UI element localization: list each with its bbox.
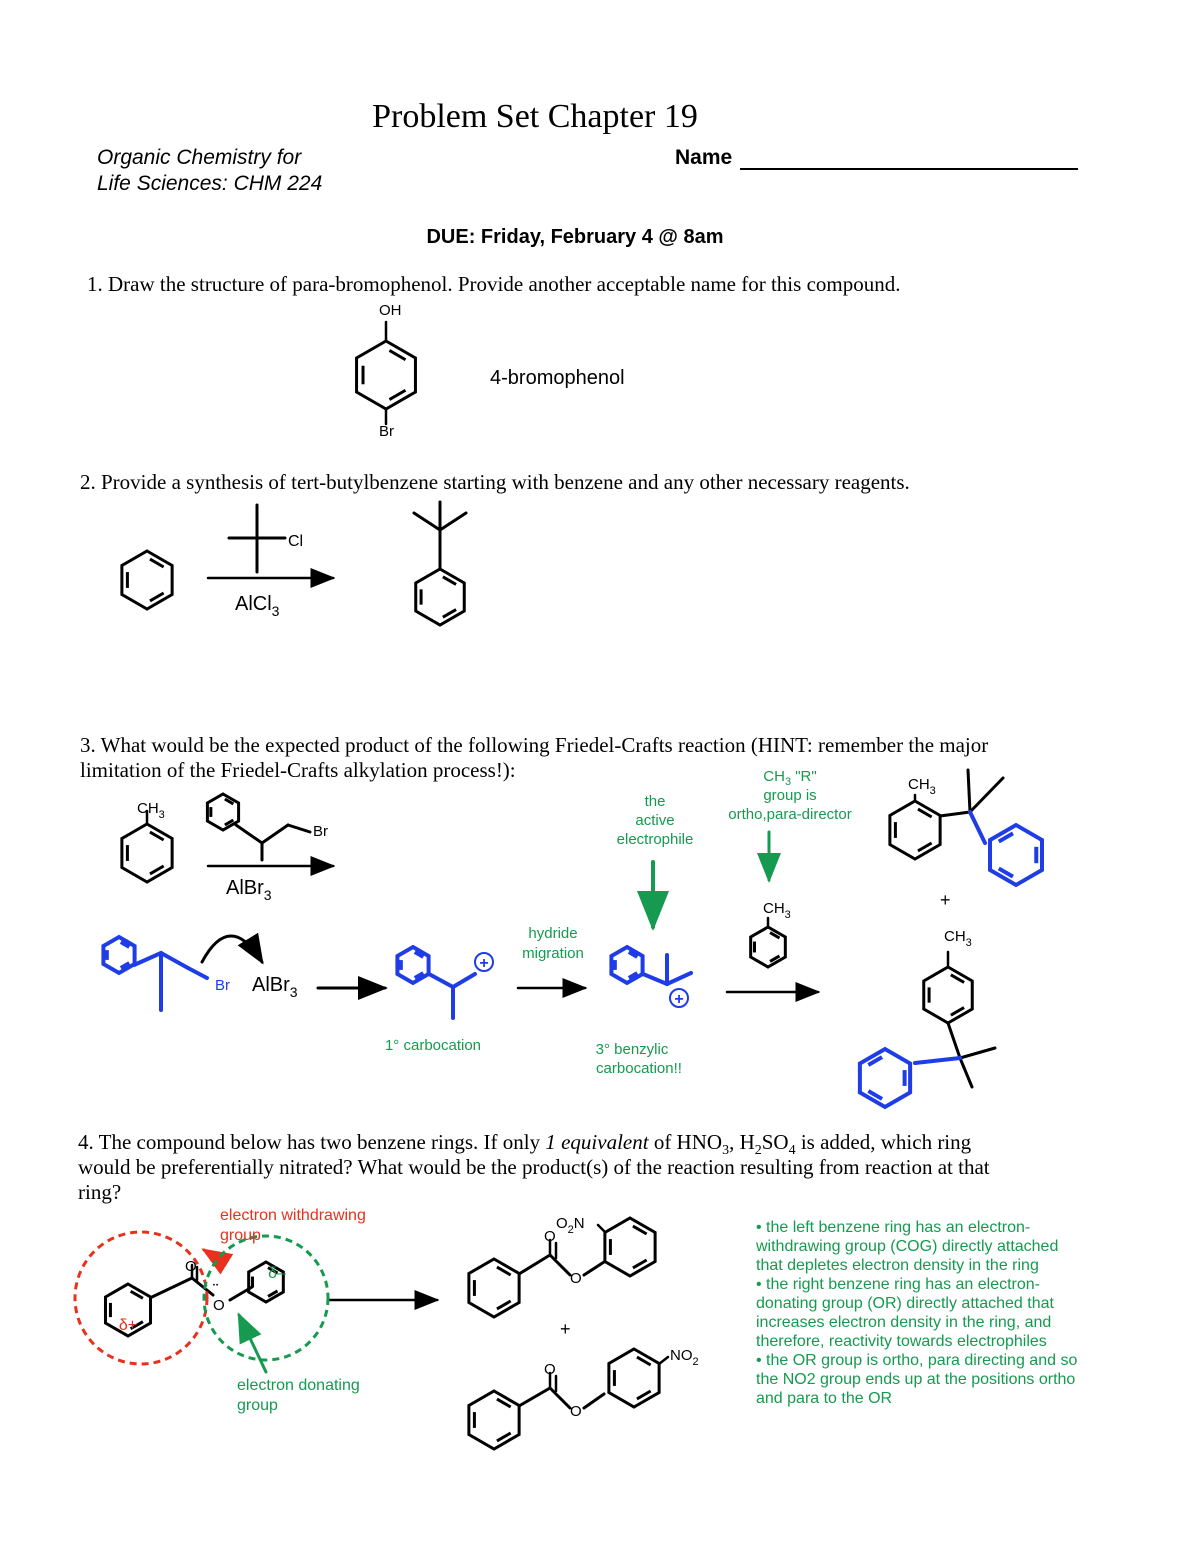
note-line: withdrawing group (COG) directly attached <box>756 1238 1059 1255</box>
tert-butylbenzene-ring <box>416 569 464 625</box>
edg-label-2: group <box>237 1397 278 1414</box>
q1-answer: 4-bromophenol <box>490 367 625 389</box>
prod2-right-ring <box>609 1349 659 1407</box>
question-3-text-line1: 3. What would be the expected product of the following Friedel-Crafts reaction (HINT: remember the major <box>80 733 989 757</box>
mech-phenyl-ring-3 <box>611 947 642 983</box>
bond <box>970 812 985 843</box>
question-4-text-line1: 4. The compound below has two benzene rings. If only 1 equivalent of $HNO_3$, $H_2SO_4$ is added, which ring <box>78 1130 972 1159</box>
bond <box>584 1262 604 1275</box>
bond <box>948 1023 960 1058</box>
prod2-no2: $NO_2$ <box>670 1347 699 1368</box>
bond <box>550 1255 570 1275</box>
note-electrophile-2: active <box>635 812 675 829</box>
delta-minus-label: δ– <box>268 1265 286 1282</box>
question-2-text: 2. Provide a synthesis of tert-butylbenzene starting with benzene and any other necessary reagents. <box>80 470 910 494</box>
prod1-left-ring <box>469 1259 519 1317</box>
prod1-no2: $O_2N$ <box>556 1215 585 1236</box>
tertiary-carbocation-charge: + <box>674 991 684 1008</box>
q4-explanation <box>756 1218 1136 1408</box>
note-line: • the right benzene ring has an electron- <box>756 1276 1040 1293</box>
bond <box>940 812 970 816</box>
bond <box>667 973 691 984</box>
question-4-text-line2: would be preferentially nitrated? What would be the product(s) of the reaction resulting from reaction at that <box>78 1155 990 1179</box>
toluene-ring <box>122 824 172 882</box>
product2-toluene-ring <box>924 967 972 1023</box>
bond <box>960 1058 972 1087</box>
q2-reagent: AlCl$_3$ <box>235 593 280 619</box>
bromophenol-ring <box>357 341 416 409</box>
note-line: donating group (OR) directly attached that <box>756 1295 1054 1312</box>
product1-phenyl-ring <box>990 825 1042 885</box>
note-line: and para to the OR <box>756 1390 893 1407</box>
q3-br-label: Br <box>313 823 328 840</box>
bond <box>414 513 440 530</box>
q3-products-plus: + <box>940 890 951 910</box>
prod1-right-ring <box>605 1218 655 1276</box>
lone-pair-top: ¨ <box>213 1281 218 1298</box>
note-hydride-2: migration <box>522 945 584 962</box>
bond <box>659 1357 668 1364</box>
bond <box>288 825 310 832</box>
bond <box>598 1225 605 1232</box>
bond <box>440 513 466 530</box>
prod2-ester-o: O <box>570 1403 582 1420</box>
edg-label-1: electron donating <box>237 1377 360 1394</box>
bond <box>968 770 970 812</box>
ewg-arrow <box>204 1250 220 1260</box>
note-tertiary-2: carbocation!! <box>596 1060 682 1077</box>
note-primary-carbocation: 1° carbocation <box>384 1037 482 1054</box>
note-line: • the left benzene ring has an electron- <box>756 1219 1031 1236</box>
q3-albr3-reagent: AlBr$_3$ <box>226 877 272 903</box>
bromoalkane-phenyl-ring <box>207 794 238 830</box>
q1-br-label: Br <box>379 423 394 440</box>
bond <box>584 1394 604 1408</box>
page-title: Problem Set Chapter 19 <box>372 98 698 135</box>
question-1-text: 1. Draw the structure of para-bromophenol. Provide another acceptable name for this compound. <box>87 272 901 296</box>
bond <box>519 1388 550 1406</box>
bond <box>192 1278 213 1295</box>
ewg-label-2: group <box>220 1227 261 1244</box>
bond <box>970 778 1003 812</box>
toluene-ring-2 <box>751 927 786 967</box>
note-director-1: $CH_3$ "R" <box>763 768 817 788</box>
q3-toluene2-ch3: $CH_3$ <box>763 900 791 921</box>
question-4-text-line3: ring? <box>78 1180 122 1204</box>
bond <box>960 1048 995 1058</box>
question-3-text-line2: limitation of the Friedel-Crafts alkylation process!): <box>80 758 516 782</box>
note-director-3: ortho,para-director <box>728 806 852 823</box>
q3-toluene-ch3: $CH_3$ <box>137 800 165 821</box>
edg-arrow <box>239 1315 266 1372</box>
bond <box>550 1388 570 1408</box>
bond <box>262 825 288 843</box>
note-line: therefore, reactivity towards electrophiles <box>756 1333 1047 1350</box>
bond <box>453 974 475 987</box>
primary-carbocation-charge: + <box>479 955 489 972</box>
bond <box>134 953 161 965</box>
note-electrophile-3: electrophile <box>616 831 694 848</box>
q4-products-plus: + <box>560 1319 571 1339</box>
mech-phenyl-ring-1 <box>103 937 134 973</box>
q3-product1-ch3: $CH_3$ <box>908 776 936 797</box>
bond <box>915 1058 960 1063</box>
bond <box>236 825 262 843</box>
prod1-carbonyl-o: O <box>544 1228 556 1245</box>
note-line: increases electron density in the ring, and <box>756 1314 1052 1331</box>
q1-oh-label: OH <box>379 302 402 319</box>
q4-carbonyl-o: O <box>185 1258 197 1275</box>
q3-product2-ch3: $CH_3$ <box>944 928 972 949</box>
course-name-line1: Organic Chemistry for <box>97 146 302 169</box>
q4-ester-o: O <box>213 1297 225 1314</box>
electron-push-arrow <box>202 936 262 962</box>
product2-phenyl-ring <box>860 1049 910 1107</box>
note-electrophile-1: the <box>644 793 666 810</box>
q2-cl-label: Cl <box>288 533 304 550</box>
note-director-2: group is <box>763 787 817 804</box>
note-hydride-1: hydride <box>528 925 578 942</box>
bond <box>152 1278 192 1297</box>
mech-phenyl-ring-2 <box>397 947 428 983</box>
bond <box>519 1255 550 1274</box>
bond <box>429 974 453 987</box>
delta-plus-label: δ+ <box>118 1317 138 1334</box>
bond <box>643 974 667 984</box>
q3-mech-albr3: AlBr$_3$ <box>252 974 298 1000</box>
course-name-line2: Life Sciences: CHM 224 <box>97 172 323 195</box>
prod1-ester-o: O <box>570 1270 582 1287</box>
prod2-left-ring <box>469 1391 519 1449</box>
due-date: DUE: Friday, February 4 @ 8am <box>426 226 724 248</box>
note-line: the NO2 group ends up at the positions ortho <box>756 1371 1076 1388</box>
ewg-label-1: electron withdrawing <box>220 1207 366 1224</box>
name-label: Name <box>675 146 733 169</box>
prod2-carbonyl-o: O <box>544 1361 556 1378</box>
bond <box>161 953 188 968</box>
bond <box>188 968 207 978</box>
note-line: • the OR group is ortho, para directing and so <box>756 1352 1078 1369</box>
q3-mech-br: Br <box>215 977 230 994</box>
benzene-reactant-ring <box>122 551 172 609</box>
product1-toluene-ring <box>890 801 940 859</box>
note-line: that depletes electron density in the ring <box>756 1257 1039 1274</box>
note-tertiary-1: 3° benzylic <box>595 1041 669 1058</box>
